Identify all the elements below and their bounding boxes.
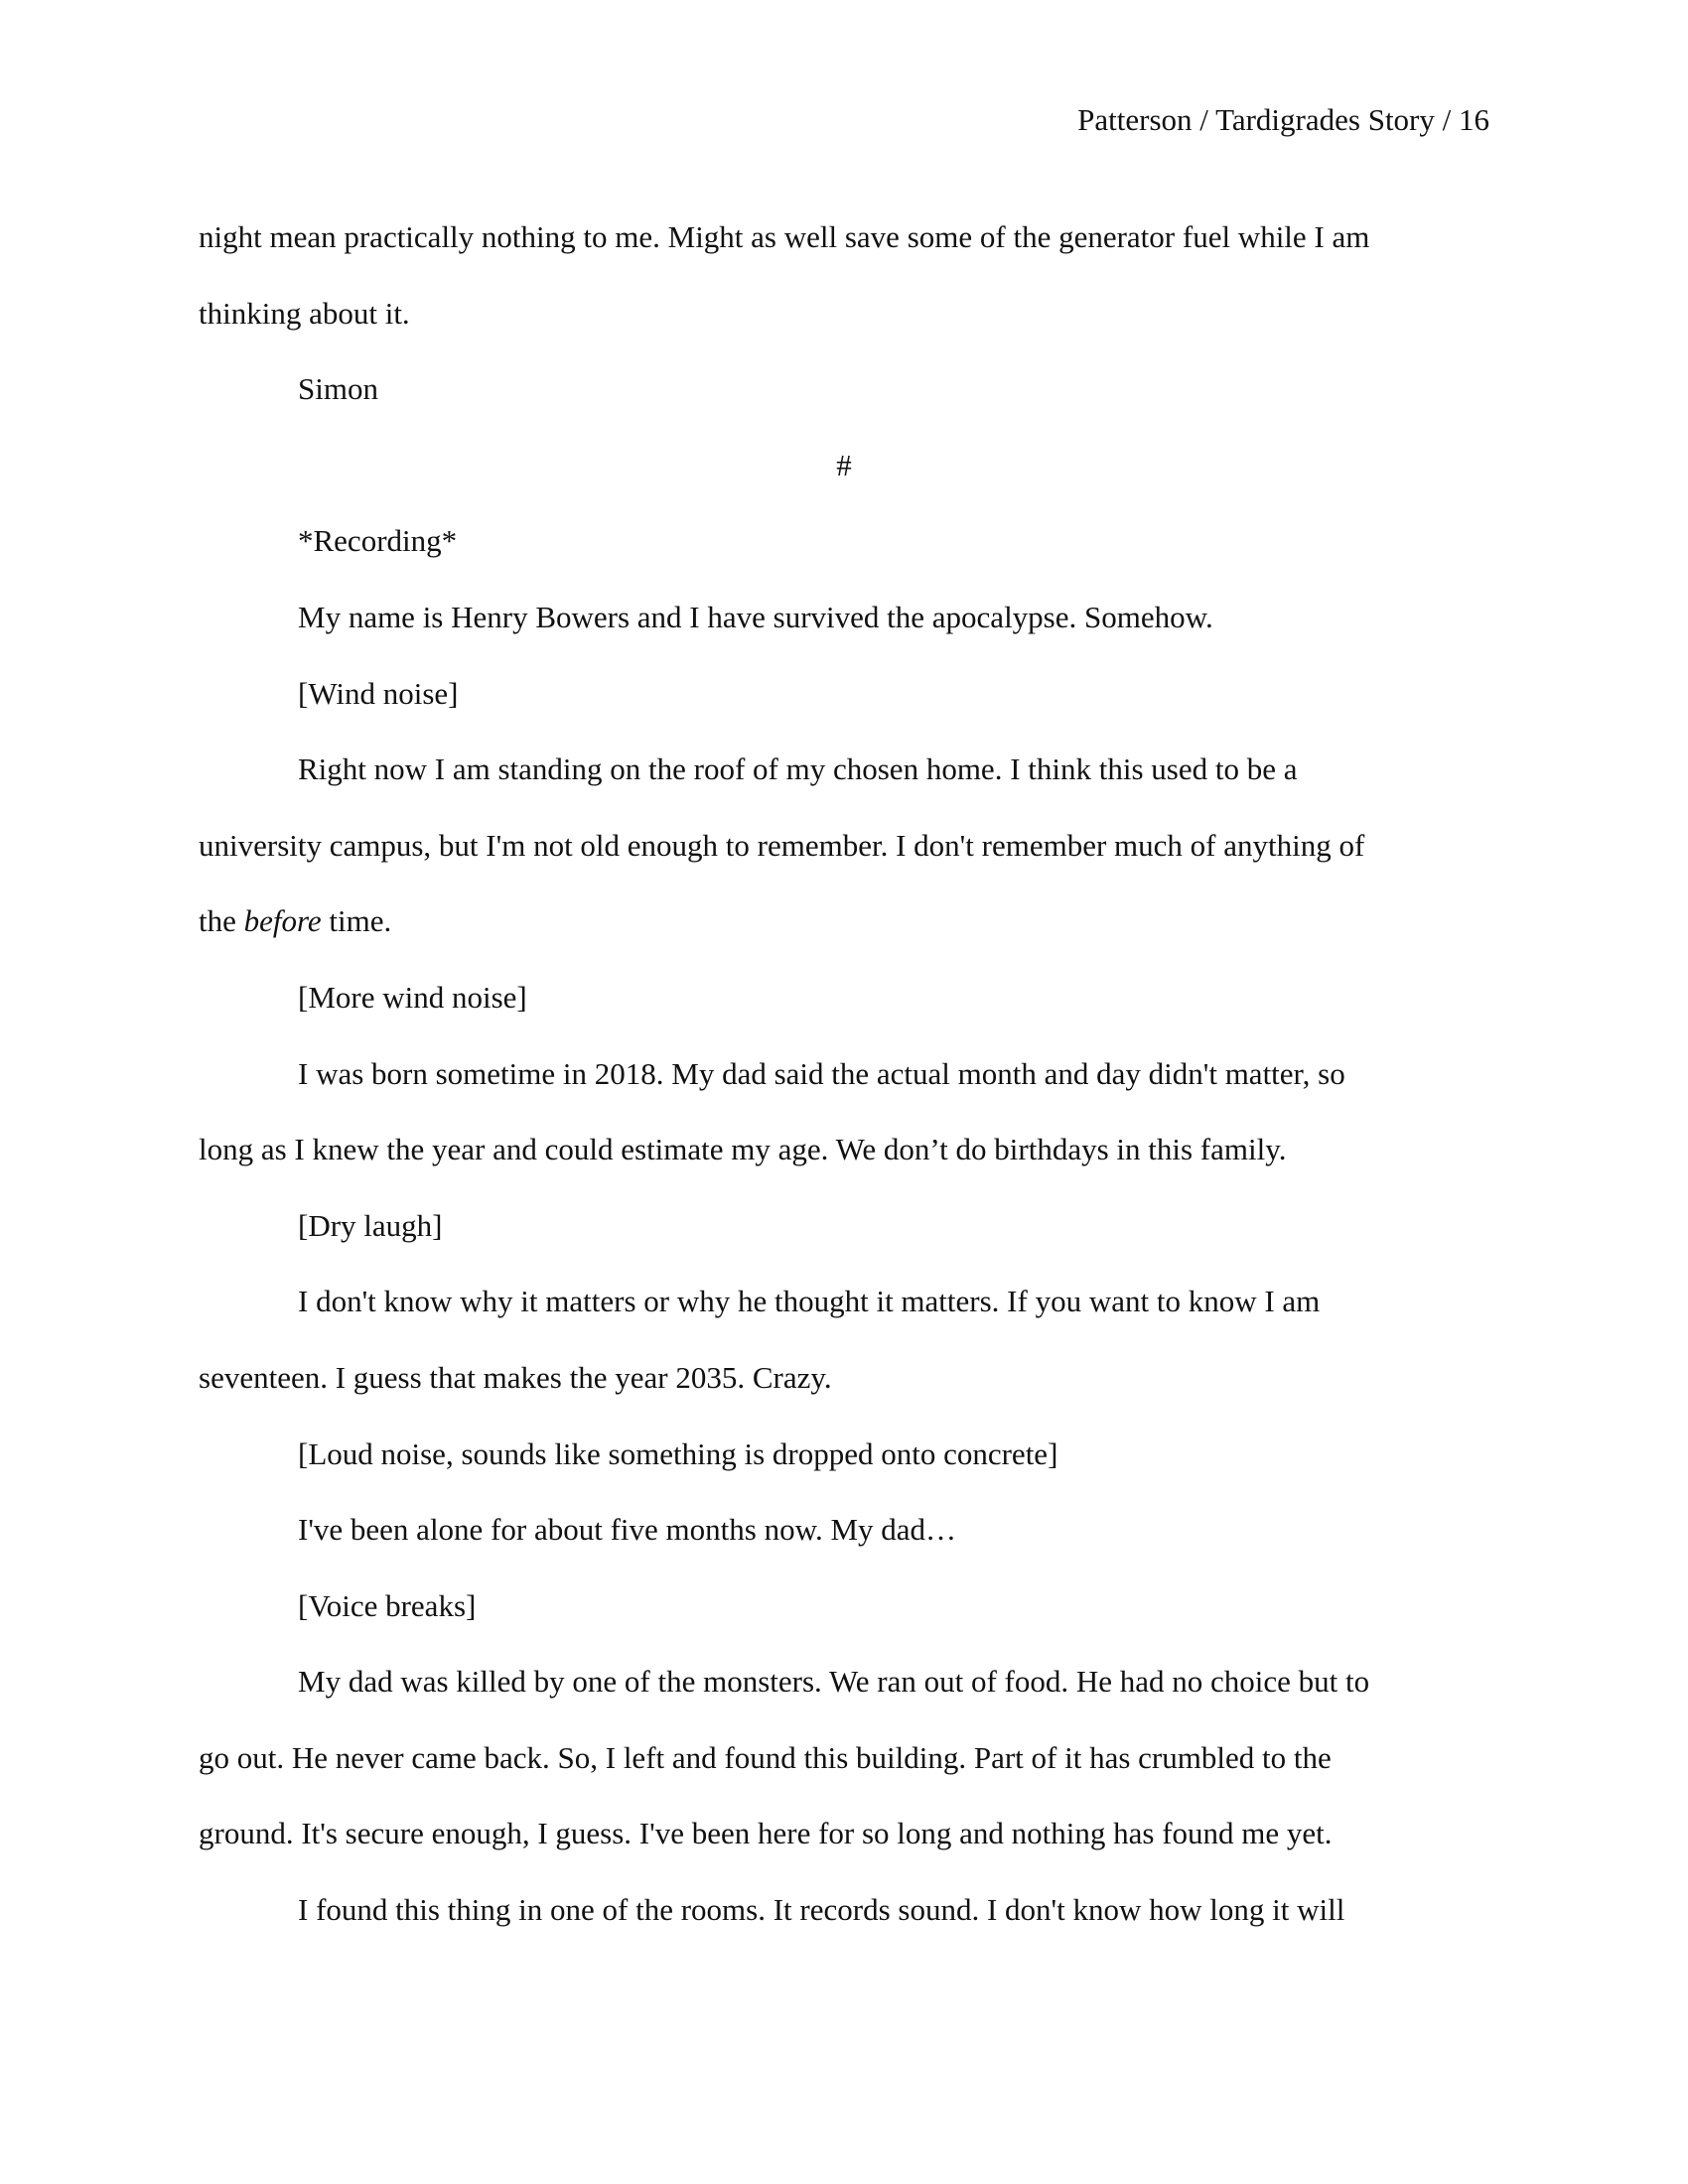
text-line <box>199 884 1489 960</box>
text-line: thinking about it. <box>199 295 410 331</box>
text-fragment: time. <box>321 903 392 939</box>
italic-word: before <box>243 903 322 939</box>
text-line: [More wind noise] <box>298 979 527 1015</box>
text-line: My dad was killed by one of the monsters. We ran out of food. He had no choice but to <box>298 1664 1370 1700</box>
text-line: night mean practically nothing to me. Might as well save some of the generator fuel while I am <box>199 219 1370 254</box>
text-line: go out. He never came back. So, I left and found this building. Part of it has crumbled to the <box>199 1739 1332 1775</box>
text-line: university campus, but I'm not old enough to remember. I don't remember much of anything of <box>199 827 1365 863</box>
text-line: I found this thing in one of the rooms. It records sound. I don't know how long it will <box>298 1892 1345 1928</box>
text-line: [Dry laugh] <box>298 1207 443 1243</box>
text-line: My name is Henry Bowers and I have survived the apocalypse. Somehow. <box>298 599 1213 634</box>
text-line: ground. It's secure enough, I guess. I've been here for so long and nothing has found me yet. <box>199 1816 1333 1851</box>
text-line: I've been alone for about five months now. My dad… <box>298 1512 957 1548</box>
story-body <box>199 200 1489 1949</box>
text-fragment: the <box>199 903 244 939</box>
text-line: seventeen. I guess that makes the year 2035. Crazy. <box>199 1359 832 1395</box>
text-line: long as I knew the year and could estimate my age. We don’t do birthdays in this family. <box>199 1132 1287 1167</box>
text-line: *Recording* <box>298 523 458 559</box>
text-line: I don't know why it matters or why he thought it matters. If you want to know I am <box>298 1284 1321 1319</box>
text-line: [Wind noise] <box>298 675 459 711</box>
running-head: Patterson / Tardigrades Story / 16 <box>1077 102 1489 137</box>
text-line: I was born sometime in 2018. My dad said the actual month and day didn't matter, so <box>298 1055 1345 1091</box>
signature-line: Simon <box>298 371 378 407</box>
text-line: Right now I am standing on the roof of my chosen home. I think this used to be a <box>298 751 1298 787</box>
section-break: # <box>836 447 852 482</box>
text-line: [Loud noise, sounds like something is dropped onto concrete] <box>298 1435 1058 1471</box>
text-line: [Voice breaks] <box>298 1587 477 1623</box>
